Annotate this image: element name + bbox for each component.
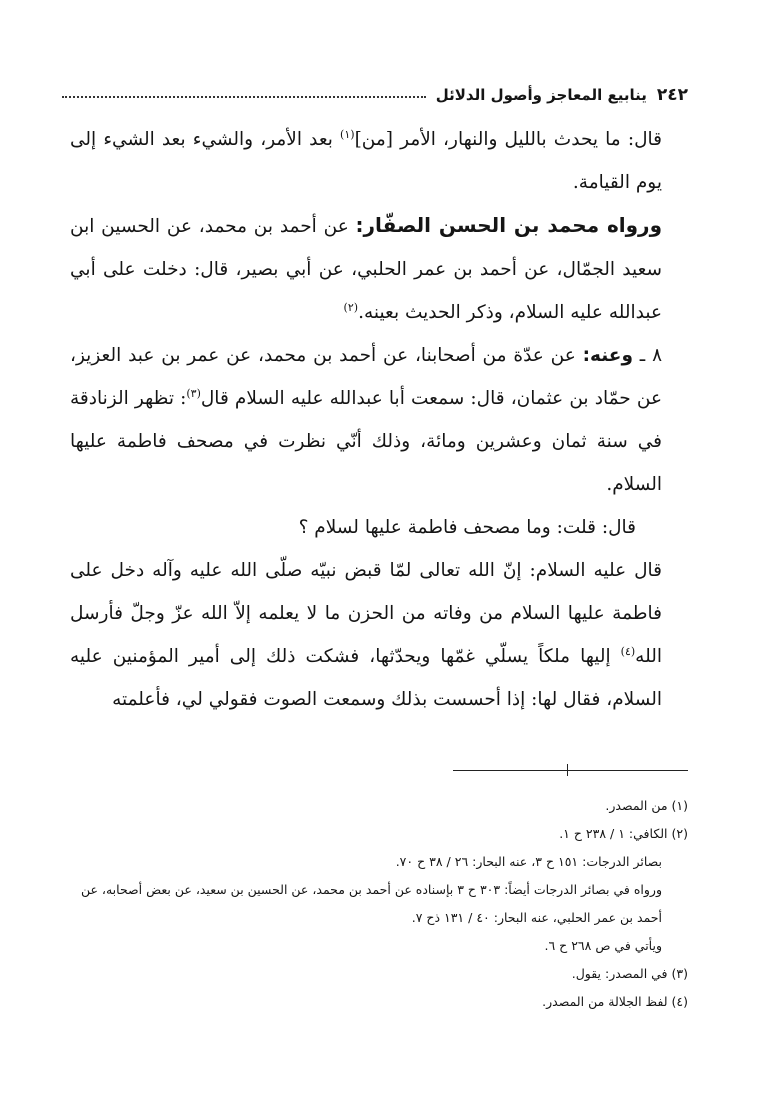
paragraph-1-text: قال: ما يحدث بالليل والنهار، الأمر [من] [354,129,662,150]
paragraph-3 [70,334,688,506]
paragraph-2-lead: ورواه محمد بن الحسن الصفّار: [355,213,662,237]
book-title: ينابيع المعاجز وأصول الدلائل [435,86,647,104]
paragraph-1 [70,118,688,204]
footnote-separator [453,770,688,771]
footnote-2: (٢) الكافي: ١ / ٢٣٨ ح ١. [559,826,688,841]
main-text [70,118,688,721]
footnote-ref-4[interactable]: (٤) [620,644,636,658]
footnote-separator-tick [567,764,569,776]
header-dot-leader [62,96,426,98]
footnote-2-line-a: بصائر الدرجات: ١٥١ ح ٣، عنه البحار: ٢٦ / ٣٨ ح ٧٠. [395,854,662,869]
paragraph-2-text: عن أحمد بن محمد، عن الحسين ابن سعيد الجمّال، عن أحمد بن عمر الحلبي، عن أبي بصير، قال: دخلت على أبي عبدالله عليه السلام، وذكر الحديث بعينه. [70,216,662,323]
footnote-ref-2[interactable]: (٢) [343,300,359,314]
footnote-ref-1[interactable]: (١) [340,127,355,141]
paragraph-5-text: قال عليه السلام: إنّ الله تعالى لمّا قبض نبيّه صلّى الله عليه وآله دخل على فاطمة عليها السلام من وفاته من الحزن ما لا يعلمه إلاّ الله عزّ وجلّ فأرسل الله [70,560,662,667]
running-header [62,80,688,110]
footnote-2-line-b: ورواه في بصائر الدرجات أيضاً: ٣٠٣ ح ٣ بإسناده عن أحمد بن محمد، عن الحسين بن سعيد، عن بعض أصحابه، عن أحمد بن عمر الحلبي، عنه البحار: ٤٠ / ١٣١ ذح ٧. [80,882,662,925]
paragraph-1-end: بعد الأمر، والشيء بعد الشيء إلى يوم القيامة. [70,129,662,193]
paragraph-3-lead: وعنه: [582,345,633,366]
footnotes [70,792,688,1016]
footnote-ref-3[interactable]: (٣) [186,386,201,400]
hadith-number: ٨ ـ [639,345,662,366]
paragraph-3-end: : تظهر الزنادقة في سنة ثمان وعشرين ومائة، وذلك أنّي نظرت في مصحف فاطمة عليها السلام. [70,388,662,495]
paragraph-5 [70,549,688,721]
paragraph-3-text: عن عدّة من أصحابنا، عن أحمد بن محمد، عن عمر بن عبد العزيز، عن حمّاد بن عثمان، قال: سمعت أبا عبدالله عليه السلام قال [70,345,662,409]
footnote-3: (٣) في المصدر: يقول. [571,966,688,981]
paragraph-4: قال: قلت: وما مصحف فاطمة عليها لسلام ؟ [298,517,636,538]
footnote-1: (١) من المصدر. [605,798,688,813]
paragraph-5-end: إليها ملكاً يسلّي غمّها ويحدّثها، فشكت ذلك إلى أمير المؤمنين عليه السلام، فقال لها: إذا أحسست بذلك وسمعت الصوت فقولي لي، فأعلمته [70,646,662,710]
footnote-2-line-c: ويأتي في ص ٢٦٨ ح ٦. [544,938,662,953]
paragraph-2 [70,204,688,334]
page-number: ٢٤٢ [656,85,688,105]
footnote-4: (٤) لفظ الجلالة من المصدر. [542,994,688,1009]
